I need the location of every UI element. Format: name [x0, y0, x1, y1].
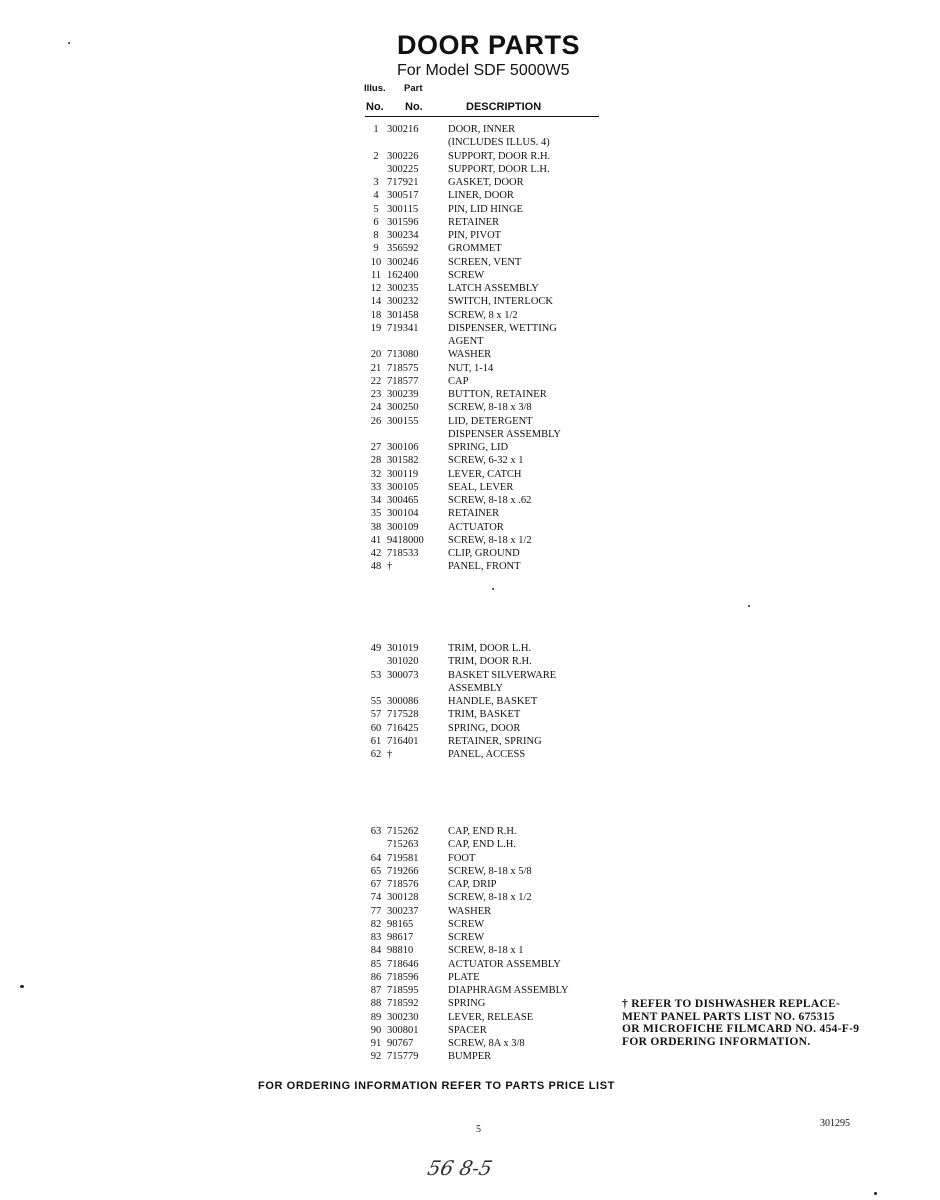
part-description: BUTTON, RETAINER — [448, 389, 547, 400]
part-description: WASHER — [448, 905, 492, 917]
part-number: 713080 — [387, 349, 419, 361]
part-description: BUMPER — [448, 1051, 492, 1063]
part-number: 300226 — [387, 150, 419, 162]
illus-number: 18 — [370, 309, 382, 321]
part-description: SPACER — [448, 1024, 487, 1036]
scan-speck — [874, 1192, 877, 1195]
part-number: 162400 — [387, 269, 419, 281]
part-description: PLATE — [448, 971, 480, 983]
part-description: DISPENSER ASSEMBLY — [448, 428, 562, 440]
part-number: 718577 — [387, 375, 419, 387]
part-number: 715263 — [387, 839, 419, 851]
illus-number: 49 — [370, 643, 382, 654]
part-number: † — [387, 749, 393, 760]
part-description: SCREW, 8-18 x 1 — [448, 945, 524, 957]
part-description: CAP — [448, 375, 469, 387]
part-description: SCREW, 8-18 x 1/2 — [448, 534, 532, 546]
illus-number: 12 — [370, 283, 382, 294]
illus-number: 4 — [373, 190, 379, 202]
part-number: 719266 — [387, 865, 419, 877]
part-description: SCREW, 8-18 x 1/2 — [448, 892, 532, 904]
illus-number: 63 — [370, 826, 382, 837]
part-description: CAP, END R.H. — [448, 826, 517, 837]
illus-number: 20 — [370, 349, 382, 361]
part-number: 300104 — [387, 508, 419, 520]
part-description: GROMMET — [448, 243, 502, 255]
ordering-footer: FOR ORDERING INFORMATION REFER TO PARTS PRICE LIST — [258, 1080, 615, 1092]
part-number: 718646 — [387, 958, 419, 970]
illus-number: 41 — [370, 534, 382, 546]
part-description: LINER, DOOR — [448, 190, 514, 202]
part-description: PANEL, FRONT — [448, 561, 521, 573]
part-number: 300105 — [387, 481, 419, 493]
illus-number: 64 — [370, 852, 382, 864]
illus-number: 77 — [370, 905, 382, 917]
part-description: SCREW — [448, 918, 485, 930]
part-description: SCREEN, VENT — [448, 256, 522, 268]
illus-number: 27 — [370, 442, 382, 453]
replacement-panel-note — [622, 998, 912, 1048]
part-number: 300216 — [387, 124, 419, 135]
part-description: WASHER — [448, 349, 492, 361]
part-number: 300109 — [387, 521, 419, 533]
part-number: 301596 — [387, 216, 419, 228]
part-description: SCREW, 8-18 x 3/8 — [448, 402, 532, 414]
part-number: 300232 — [387, 296, 419, 308]
part-description: TRIM, DOOR L.H. — [448, 643, 532, 654]
note-line: FOR ORDERING INFORMATION. — [622, 1035, 811, 1048]
illus-number: 57 — [370, 709, 382, 721]
part-description: CAP, END L.H. — [448, 839, 516, 851]
part-number: 300246 — [387, 256, 419, 268]
part-number: 301020 — [387, 656, 419, 668]
part-description: AGENT — [448, 336, 484, 347]
illus-number: 3 — [373, 177, 379, 188]
part-description: ASSEMBLY — [448, 682, 503, 694]
part-description: PIN, LID HINGE — [448, 203, 523, 215]
part-number: 718596 — [387, 971, 419, 983]
part-description: SUPPORT, DOOR R.H. — [448, 150, 551, 162]
scan-speck — [20, 985, 24, 988]
illus-number: 42 — [370, 548, 382, 559]
illus-number: 61 — [370, 735, 382, 747]
part-description: PIN, PIVOT — [448, 230, 502, 241]
note-line: † REFER TO DISHWASHER REPLACE- — [622, 998, 841, 1010]
part-number: 300250 — [387, 402, 419, 414]
part-number: 717528 — [387, 709, 419, 721]
illus-header-top: Illus. — [364, 83, 386, 94]
part-description: NUT, 1-14 — [448, 362, 494, 374]
header-rule — [365, 116, 599, 117]
part-number: 300517 — [387, 190, 419, 202]
part-number: 300106 — [387, 442, 419, 453]
part-number: 9418000 — [387, 534, 424, 546]
handwritten-note: 56 8-5 — [425, 1156, 495, 1180]
part-description: SPRING, DOOR — [448, 722, 521, 734]
illus-number: 24 — [370, 402, 382, 414]
part-description: RETAINER — [448, 216, 500, 228]
part-number: 300128 — [387, 892, 419, 904]
part-number: 301582 — [387, 455, 419, 467]
part-description: FOOT — [448, 852, 476, 864]
part-description: TRIM, BASKET — [448, 709, 521, 721]
illus-number: 55 — [370, 696, 382, 707]
part-description: (INCLUDES ILLUS. 4) — [448, 137, 550, 149]
illus-number: 83 — [370, 932, 382, 943]
part-description: SPRING — [448, 998, 486, 1010]
part-number: 717921 — [387, 177, 419, 188]
part-number: 300801 — [387, 1024, 419, 1036]
illus-number: 89 — [370, 1011, 382, 1023]
part-description: SCREW, 8-18 x .62 — [448, 495, 532, 506]
illus-number: 1 — [373, 124, 379, 135]
illus-number: 38 — [370, 521, 382, 533]
part-number: 300230 — [387, 1011, 419, 1023]
illus-header: No. — [366, 101, 384, 113]
part-description: LID, DETERGENT — [448, 415, 533, 427]
part-description: SEAL, LEVER — [448, 481, 514, 493]
illus-number: 48 — [370, 561, 382, 573]
part-number: 300115 — [387, 203, 419, 215]
illus-number: 10 — [370, 256, 382, 268]
part-description: GASKET, DOOR — [448, 177, 524, 188]
part-number: 300235 — [387, 283, 419, 294]
illus-number: 2 — [373, 150, 379, 162]
part-number: 300237 — [387, 905, 419, 917]
part-number: 718533 — [387, 548, 419, 559]
illus-number: 91 — [370, 1038, 382, 1049]
scan-speck — [748, 605, 750, 607]
description-header: DESCRIPTION — [466, 101, 542, 113]
illus-number: 65 — [370, 865, 382, 877]
illus-number: 11 — [370, 269, 382, 281]
page-number: 5 — [476, 1124, 481, 1135]
illus-number: 26 — [370, 415, 382, 427]
part-description: ACTUATOR ASSEMBLY — [448, 958, 561, 970]
part-number: 716401 — [387, 735, 419, 747]
illus-number: 5 — [373, 203, 379, 215]
part-number: 98617 — [387, 932, 414, 943]
illus-number: 53 — [370, 669, 382, 681]
part-description: SPRING, LID — [448, 442, 509, 453]
illus-number: 32 — [370, 468, 382, 480]
illus-number: 33 — [370, 481, 382, 493]
part-number: 301458 — [387, 309, 419, 321]
part-number: 718592 — [387, 998, 419, 1010]
illus-number: 86 — [370, 971, 382, 983]
part-description: LEVER, CATCH — [448, 468, 522, 480]
part-description: SCREW, 6-32 x 1 — [448, 455, 524, 467]
illus-number: 9 — [373, 243, 379, 255]
part-description: SCREW, 8A x 3/8 — [448, 1038, 525, 1049]
illus-number: 67 — [370, 879, 382, 890]
part-number: 356592 — [387, 243, 419, 255]
part-description: DOOR, INNER — [448, 124, 516, 135]
illus-number: 8 — [373, 230, 379, 241]
part-number: 300073 — [387, 669, 419, 681]
illus-number: 23 — [370, 389, 382, 400]
part-description: DISPENSER, WETTING — [448, 322, 557, 334]
part-number: 716425 — [387, 722, 419, 734]
part-number: 300465 — [387, 495, 419, 506]
model-subtitle: For Model SDF 5000W5 — [397, 62, 570, 79]
part-header: No. — [405, 101, 423, 113]
part-description: PANEL, ACCESS — [448, 749, 526, 760]
part-number: 300225 — [387, 163, 419, 175]
part-description: SCREW, 8-18 x 5/8 — [448, 865, 532, 877]
illus-number: 82 — [370, 918, 382, 930]
note-line: MENT PANEL PARTS LIST NO. 675315 — [622, 1010, 835, 1023]
illus-number: 92 — [370, 1051, 382, 1063]
illus-number: 19 — [370, 322, 382, 334]
part-number: 300086 — [387, 696, 419, 707]
part-number: 300234 — [387, 230, 419, 241]
illus-number: 60 — [370, 722, 382, 734]
part-number: 719341 — [387, 322, 419, 334]
part-header-top: Part — [404, 83, 423, 94]
note-line: OR MICROFICHE FILMCARD NO. 454-F-9 — [622, 1023, 860, 1036]
scan-speck — [492, 588, 494, 590]
part-description: SCREW — [448, 932, 485, 943]
part-number: 718576 — [387, 879, 419, 890]
part-description: RETAINER — [448, 508, 500, 520]
part-number: † — [387, 561, 393, 573]
part-description: BASKET SILVERWARE — [448, 669, 557, 681]
part-number: 98810 — [387, 945, 414, 957]
illus-number: 35 — [370, 508, 382, 520]
document-number: 301295 — [820, 1118, 850, 1129]
illus-number: 28 — [370, 455, 382, 467]
illus-number: 34 — [370, 495, 382, 506]
illus-number: 14 — [370, 296, 382, 308]
part-description: SWITCH, INTERLOCK — [448, 296, 553, 308]
part-number: 90767 — [387, 1038, 414, 1049]
part-description: LEVER, RELEASE — [448, 1011, 534, 1023]
part-number: 300155 — [387, 415, 419, 427]
part-description: SUPPORT, DOOR L.H. — [448, 163, 550, 175]
part-description: SCREW, 8 x 1/2 — [448, 309, 518, 321]
illus-number: 90 — [370, 1024, 382, 1036]
part-description: CLIP, GROUND — [448, 548, 520, 559]
part-description: DIAPHRAGM ASSEMBLY — [448, 985, 569, 996]
part-number: 718595 — [387, 985, 419, 996]
part-number: 300119 — [387, 468, 419, 480]
illus-number: 62 — [370, 749, 382, 760]
illus-number: 22 — [370, 375, 382, 387]
part-description: CAP, DRIP — [448, 879, 497, 890]
illus-number: 87 — [370, 985, 382, 996]
part-number: 98165 — [387, 918, 414, 930]
illus-number: 21 — [370, 362, 382, 374]
illus-number: 74 — [370, 892, 382, 904]
illus-number: 85 — [370, 958, 382, 970]
part-description: LATCH ASSEMBLY — [448, 283, 539, 294]
part-number: 719581 — [387, 852, 419, 864]
part-number: 718575 — [387, 362, 419, 374]
illus-number: 6 — [373, 216, 379, 228]
part-number: 715779 — [387, 1051, 419, 1063]
part-description: TRIM, DOOR R.H. — [448, 656, 532, 668]
part-description: HANDLE, BASKET — [448, 696, 538, 707]
part-description: RETAINER, SPRING — [448, 735, 542, 747]
part-description: SCREW — [448, 269, 485, 281]
page-title: DOOR PARTS — [397, 30, 581, 60]
part-number: 301019 — [387, 643, 419, 654]
illus-number: 88 — [370, 998, 382, 1010]
illus-number: 84 — [370, 945, 382, 957]
part-number: 300239 — [387, 389, 419, 400]
scan-speck — [68, 42, 70, 44]
part-description: ACTUATOR — [448, 521, 504, 533]
part-number: 715262 — [387, 826, 419, 837]
